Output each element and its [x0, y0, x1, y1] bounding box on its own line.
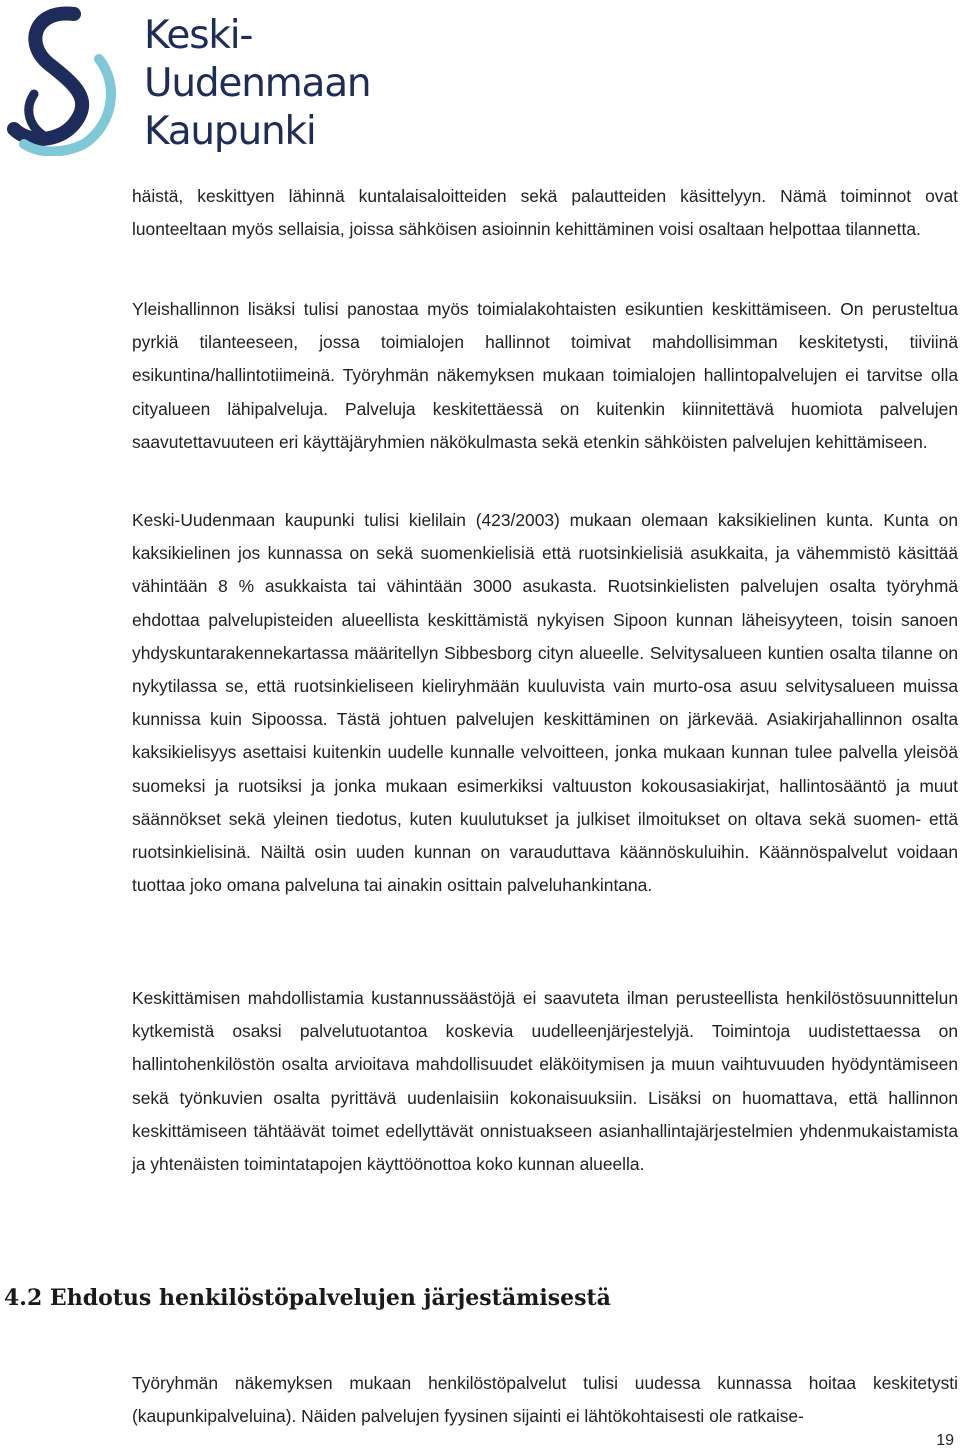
paragraph: häistä, keskittyen lähinnä kuntalaisaloitteiden sekä palautteiden käsittelyyn. Nämä toiminnot ovat luonteeltaan myös sellaisia, joissa sähköisen asioinnin kehittäminen voisi osaltaan helpottaa tilannetta. — [132, 186, 958, 240]
logo-line: Kaupunki — [144, 109, 316, 154]
section-heading: 4.2 Ehdotus henkilöstöpalvelujen järjestämisestä — [4, 1285, 611, 1311]
page-number: 19 — [936, 1432, 954, 1449]
paragraph: Keski-Uudenmaan kaupunki tulisi kielilain (423/2003) mukaan olemaan kaksikielinen kunta. Kunta on kaksikielinen jos kunnassa on sekä suomenkielisiä että ruotsinkielisiä asukkaita, ja vähemmistö käsittää vähintään 8 % asukkaista tai vähintään 3000 asukasta. Ruotsinkielisten palvelujen osalta työryhmä ehdottaa palvelupisteiden alueellista keskittämistä nykyisen Sipoon kunnan läheisyyteen, toisin sanoen yhdyskuntarakennekartassa määritellyn Sibbesborg cityn alueelle. Selvitysalueen kuntien osalta tilanne on nykytilassa se, että ruotsinkieliseen kieliryhmään kuuluvista vain murto-osa asuu selvitysalueen muissa kunnissa kuin Sipoossa. Tästä johtuen palvelujen keskittäminen on järkevää. Asiakirjahallinnon osalta kaksikielisyys asettaisi kuitenkin uudelle kunnalle velvoitteen, jonka mukaan kunnan tulee palvella yleisöä suomeksi ja ruotsiksi ja jonka mukaan esimerkiksi valtuuston kokousasiakirjat, hallintosääntö ja muut säännökset sekä yleinen tiedotus, kuten kuulutukset ja julkiset ilmoitukset on oltava sekä suomen- että ruotsinkielisinä. Näiltä osin uuden kunnan on varauduttava käännöskuluihin. Käännöspalvelut voidaan tuottaa joko omana palveluna tai ainakin osittain palveluhankintana. — [132, 510, 958, 896]
logo-wordmark — [144, 12, 370, 156]
logo-line: Uudenmaan — [144, 61, 371, 106]
paragraph: Yleishallinnon lisäksi tulisi panostaa myös toimialakohtaisten esikuntien keskittämiseen. On perusteltua pyrkiä tilanteeseen, jossa toimialojen hallinnot toimivat mahdollisimman keskitetysti, tiiviinä esikuntina/hallintotiimeinä. Työryhmän näkemyksen mukaan toimialojen hallintopalvelujen ei tarvitse olla cityalueen lähipalveluja. Palveluja keskitettäessä on kuitenkin kiinnitettävä huomiota palvelujen saavutettavuuteen eri käyttäjäryhmien näkökulmasta sekä etenkin sähköisten palvelujen kehittämiseen. — [132, 299, 958, 452]
city-logo — [4, 4, 371, 156]
paragraph: Keskittämisen mahdollistamia kustannussäästöjä ei saavuteta ilman perusteellista henkilöstösuunnittelun kytkemistä osaksi palvelutuotantoa koskevia uudelleenjärjestelyjä. Toimintoja uudistettaessa on hallintohenkilöstön osalta arvioitava mahdollisuudet eläköitymisen ja muun vaihtuvuuden hyödyntämiseen sekä työnkuvien osalta pyrittävä uudenlaisiin kokonaisuuksiin. Lisäksi on huomattava, että hallinnon keskittämiseen tähtäävät toimet edellyttävät onnistuakseen asianhallintajärjestelmien yhdenmukaistamista ja yhtenäisten toimintatapojen käyttöönottoa koko kunnan alueella. — [132, 988, 958, 1175]
logo-line: Keski- — [144, 13, 253, 58]
swirl-logo-icon — [4, 4, 144, 156]
section-paragraph: Työryhmän näkemyksen mukaan henkilöstöpalvelut tulisi uudessa kunnassa hoitaa keskitetysti (kaupunkipalveluina). Näiden palvelujen fyysinen sijainti ei lähtökohtaisesti ole ratkaise- — [132, 1373, 958, 1427]
